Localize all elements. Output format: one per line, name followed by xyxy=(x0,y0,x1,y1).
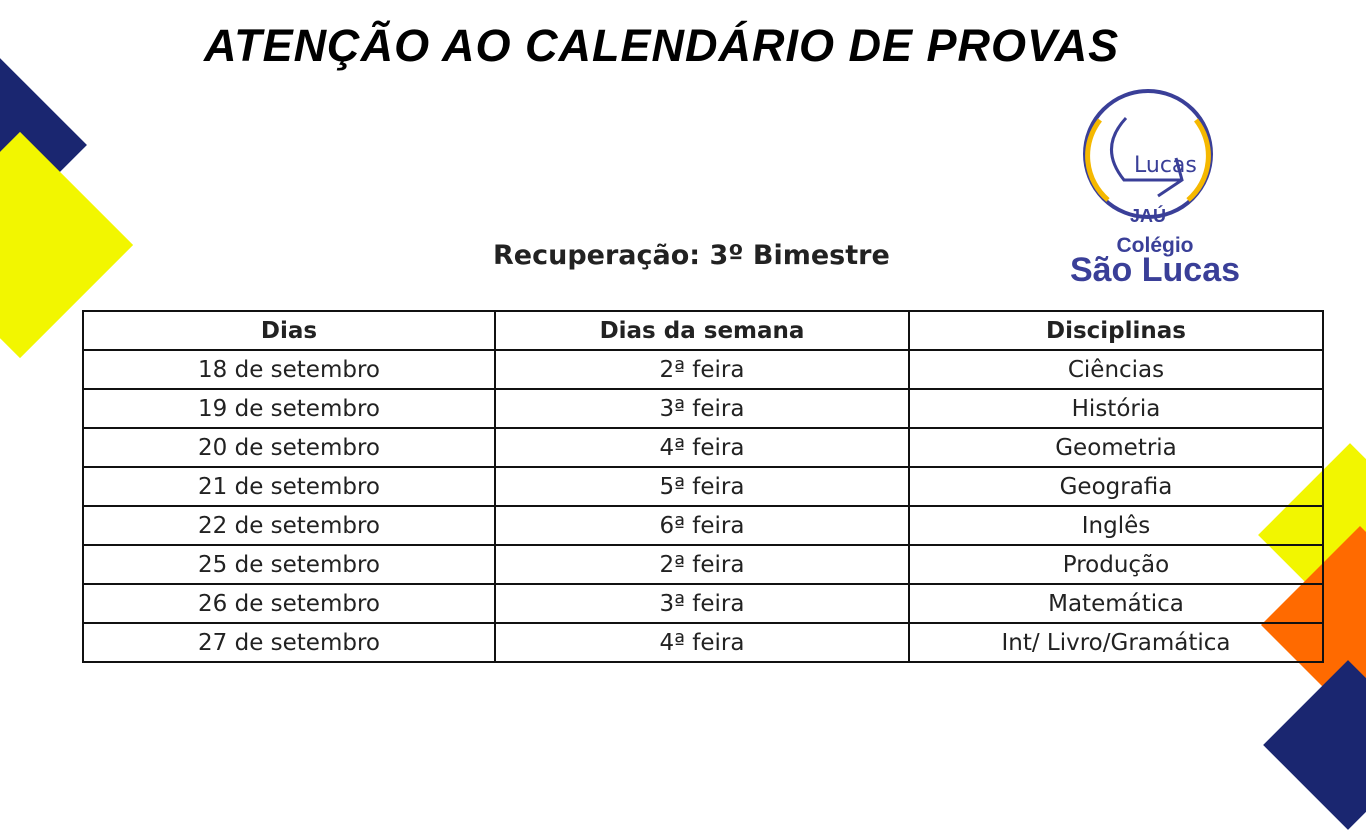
logo-mark-text: Lucas xyxy=(1134,153,1197,178)
table-header-row xyxy=(83,311,1323,350)
cell-weekday: 3ª feira xyxy=(495,389,909,428)
table-row xyxy=(83,506,1323,545)
cell-subject: Int/ Livro/Gramática xyxy=(909,623,1323,662)
cell-weekday: 3ª feira xyxy=(495,584,909,623)
cell-date: 27 de setembro xyxy=(83,623,495,662)
cell-weekday: 4ª feira xyxy=(495,428,909,467)
school-logo xyxy=(1040,88,1270,288)
table-row xyxy=(83,545,1323,584)
cell-weekday: 5ª feira xyxy=(495,467,909,506)
table-row xyxy=(83,584,1323,623)
table-row xyxy=(83,467,1323,506)
school-emblem-icon xyxy=(1078,88,1218,228)
cell-date: 19 de setembro xyxy=(83,389,495,428)
cell-date: 22 de setembro xyxy=(83,506,495,545)
cell-date: 18 de setembro xyxy=(83,350,495,389)
schedule-subtitle: Recuperação: 3º Bimestre xyxy=(493,240,890,271)
cell-date: 26 de setembro xyxy=(83,584,495,623)
table-row xyxy=(83,428,1323,467)
cell-subject: Matemática xyxy=(909,584,1323,623)
cell-weekday: 2ª feira xyxy=(495,350,909,389)
logo-city: JAÚ xyxy=(1129,206,1167,226)
header-dias: Dias xyxy=(83,311,495,350)
exam-schedule-table xyxy=(82,310,1324,663)
cell-weekday: 6ª feira xyxy=(495,506,909,545)
cell-date: 20 de setembro xyxy=(83,428,495,467)
page-title: ATENÇÃO AO CALENDÁRIO DE PROVAS xyxy=(204,20,1120,71)
table-row xyxy=(83,389,1323,428)
cell-subject: Ciências xyxy=(909,350,1323,389)
header-dias-da-semana: Dias da semana xyxy=(495,311,909,350)
logo-school-prefix: Colégio xyxy=(1116,234,1194,257)
cell-date: 25 de setembro xyxy=(83,545,495,584)
cell-subject: Produção xyxy=(909,545,1323,584)
header-disciplinas: Disciplinas xyxy=(909,311,1323,350)
table-row xyxy=(83,350,1323,389)
cell-subject: Geometria xyxy=(909,428,1323,467)
cell-subject: História xyxy=(909,389,1323,428)
cell-weekday: 2ª feira xyxy=(495,545,909,584)
table-row xyxy=(83,623,1323,662)
cell-subject: Geografia xyxy=(909,467,1323,506)
cell-date: 21 de setembro xyxy=(83,467,495,506)
decor-navy-square-right xyxy=(1263,660,1366,830)
logo-school-name: São Lucas xyxy=(1069,251,1241,289)
cell-weekday: 4ª feira xyxy=(495,623,909,662)
cell-subject: Inglês xyxy=(909,506,1323,545)
